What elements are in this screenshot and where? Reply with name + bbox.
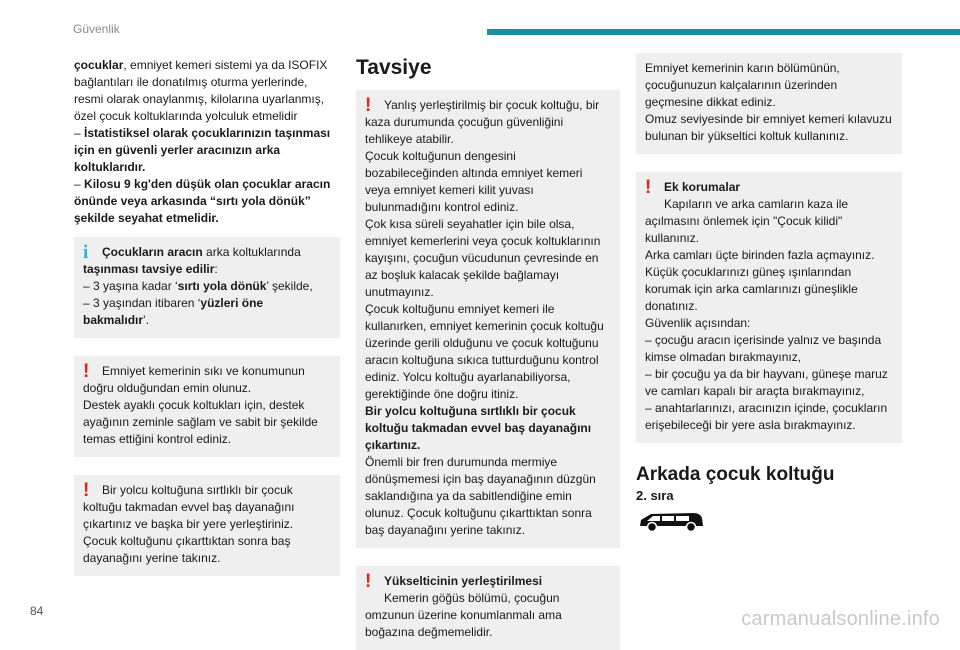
warning-box-booster	[356, 566, 620, 650]
extra-p4: Güvenlik açısından:	[645, 316, 751, 330]
extra-protection-title: Ek korumalar	[664, 180, 741, 194]
warning-text-a: Emniyet kemerinin sıkı ve konumunun doğru olduğundan emin olunuz.	[83, 364, 305, 395]
warning-text-a: Bir yolcu koltuğuna sırtlıklı bir çocuk koltuğu takmadan evvel baş dayanağını çıkartınız ve başka bir yere yerleştiriniz.	[83, 483, 295, 531]
warning-text-b: Çocuk koltuğunu çıkarttıktan sonra baş dayanağını yerine takınız.	[83, 534, 291, 565]
info-line-3	[83, 295, 331, 329]
intro-bold: çocuklar	[74, 58, 124, 72]
info-line-2-bold: sırtı yola dönük	[177, 279, 267, 293]
advice-p6: Önemli bir fren durumunda mermiye dönüşmemesi için baş dayanağının düzgün saklandığına ya da sabitlendiğine emin olunuz. Çocuk koltuğunu çıkarttıktan sonra baş dayanağını yerine takınız.	[365, 455, 596, 537]
info-lead-end: :	[214, 262, 218, 276]
column-3	[636, 53, 902, 537]
booster-text: Kemerin göğüs bölümü, çocuğun omzunun üzerine konumlanmalı ama boğazına değmemelidir.	[365, 591, 562, 639]
warning-box-advice	[356, 90, 620, 548]
intro-text: , emniyet kemeri sistemi ya da ISOFIX bağlantıları ile donatılmış oturma yerlerinde, resmi olarak onaylanmış, kilolarına uyarlanmış, özel çocuk koltuklarında yolculuk etmelidir	[74, 58, 328, 123]
info-lead-text: arka koltuklarında	[202, 245, 301, 259]
car-side-icon	[636, 510, 706, 532]
booster-continued-box	[636, 53, 902, 154]
bullet-1	[74, 125, 340, 176]
watermark-text: carmanualsonline.info	[741, 608, 940, 630]
extra-p2: Arka camları üçte birinden fazla açmayınız.	[645, 248, 875, 262]
extra-bullet-2: – bir çocuğu ya da bir hayvanı, güneşe maruz ve camları kapalı bir araçta bırakmayınız,	[645, 367, 888, 398]
warning-box-headrest	[74, 475, 340, 576]
warning-box-extra-protection	[636, 172, 902, 443]
column-2	[356, 55, 620, 650]
booster-title: Yükselticinin yerleştirilmesi	[384, 574, 543, 588]
extra-p3: Küçük çocuklarınızı güneş ışınlarından korumak için arka camlarınızı güneşlikle donatınız.	[645, 265, 858, 313]
header-accent-bar	[487, 29, 960, 35]
advice-p5-bold: Bir yolcu koltuğuna sırtlıklı bir çocuk koltuğu takmadan evvel baş dayanağını çıkartınız.	[365, 404, 592, 452]
info-icon: i	[83, 242, 89, 263]
advice-p4: Çocuk koltuğunu emniyet kemeri ile kullanırken, emniyet kemerinin çocuk koltuğu üzerinde gerili olduğunu ve çocuk koltuğunu aracın koltuğuna sıkıca tutturduğunu kontrol ediniz. Yolcu koltuğu ayarlanabiliyorsa, gerektiğinde öne doğru itiniz.	[365, 302, 604, 401]
warning-icon: !	[365, 571, 372, 592]
bullet-dash: –	[74, 177, 81, 191]
header-title: Güvenlik	[73, 22, 120, 36]
box1-p1: Emniyet kemerinin karın bölümünün, çocuğunuzun kalçalarının üzerinden geçmesine dikkat ediniz.	[645, 61, 840, 109]
bullet-dash: –	[74, 126, 81, 140]
info-line-2	[83, 278, 331, 295]
info-line-2-post: ’ şekilde,	[266, 279, 313, 293]
info-line-3-pre: – 3 yaşından itibaren ‘	[83, 296, 201, 310]
intro-paragraph	[74, 57, 340, 125]
warning-icon: !	[83, 480, 90, 501]
info-lead-bold: Çocukların aracın	[102, 245, 203, 259]
row-label: 2. sıra	[636, 488, 674, 503]
bullet-1-text: İstatistiksel olarak çocuklarınızın taşınması için en güvenli yerler aracınızın arka koltuklarıdır.	[74, 126, 331, 174]
advice-p1: Yanlış yerleştirilmiş bir çocuk koltuğu, bir kaza durumunda çocuğun güvenliğini tehlikeye atabilir.	[365, 98, 600, 146]
column-1	[74, 57, 340, 576]
warning-icon: !	[365, 95, 372, 116]
warning-icon: !	[83, 361, 90, 382]
box1-p2: Omuz seviyesinde bir emniyet kemeri kılavuzu bulunan bir yükseltici koltuk kullanınız.	[645, 112, 892, 143]
warning-text-b: Destek ayaklı çocuk koltukları için, destek ayağının zeminle sağlam ve sabit bir şekilde temas ettiğini kontrol ediniz.	[83, 398, 318, 446]
info-line-3-bold: yüzleri öne bakmalıdır	[83, 296, 264, 327]
info-box	[74, 237, 340, 338]
warning-box-seatbelt	[74, 356, 340, 457]
info-line-2-pre: – 3 yaşına kadar ‘	[83, 279, 178, 293]
section-heading-rear-child-seat: Arkada çocuk koltuğu	[636, 464, 835, 485]
bullet-2	[74, 176, 340, 227]
info-line-3-post: ’.	[143, 313, 150, 327]
section-heading-tavsiye: Tavsiye	[356, 56, 432, 79]
info-lead-bold2: taşınması tavsiye edilir	[83, 262, 215, 276]
advice-p3: Çok kısa süreli seyahatler için bile olsa, emniyet kemerlerini veya çocuk koltuklarının kayışını, çocuğun vücudunun çevresinde en az boşluk kalacak şekilde bağlamayı unutmayınız.	[365, 217, 601, 299]
warning-icon: !	[645, 177, 652, 198]
extra-bullet-1: – çocuğu aracın içerisinde yalnız ve başında kimse olmadan bırakmayınız,	[645, 333, 882, 364]
page-number: 84	[30, 604, 44, 618]
extra-p1: Kapıların ve arka camların kaza ile açılmasını önlemek için "Çocuk kilidi" kullanınız.	[645, 197, 849, 245]
extra-bullet-3: – anahtarlarınızı, aracınızın içinde, çocukların erişebileceği bir yere asla bırakmayınız.	[645, 401, 888, 432]
bullet-2-text: Kilosu 9 kg'den düşük olan çocuklar aracın önünde veya arkasında “sırtı yola dönük” şekilde seyahat etmelidir.	[74, 177, 331, 225]
advice-p2: Çocuk koltuğunun dengesini bozabileceğinden altında emniyet kemeri veya emniyet kemeri kilit yuvası bulunmadığını kontrol ediniz.	[365, 149, 583, 214]
